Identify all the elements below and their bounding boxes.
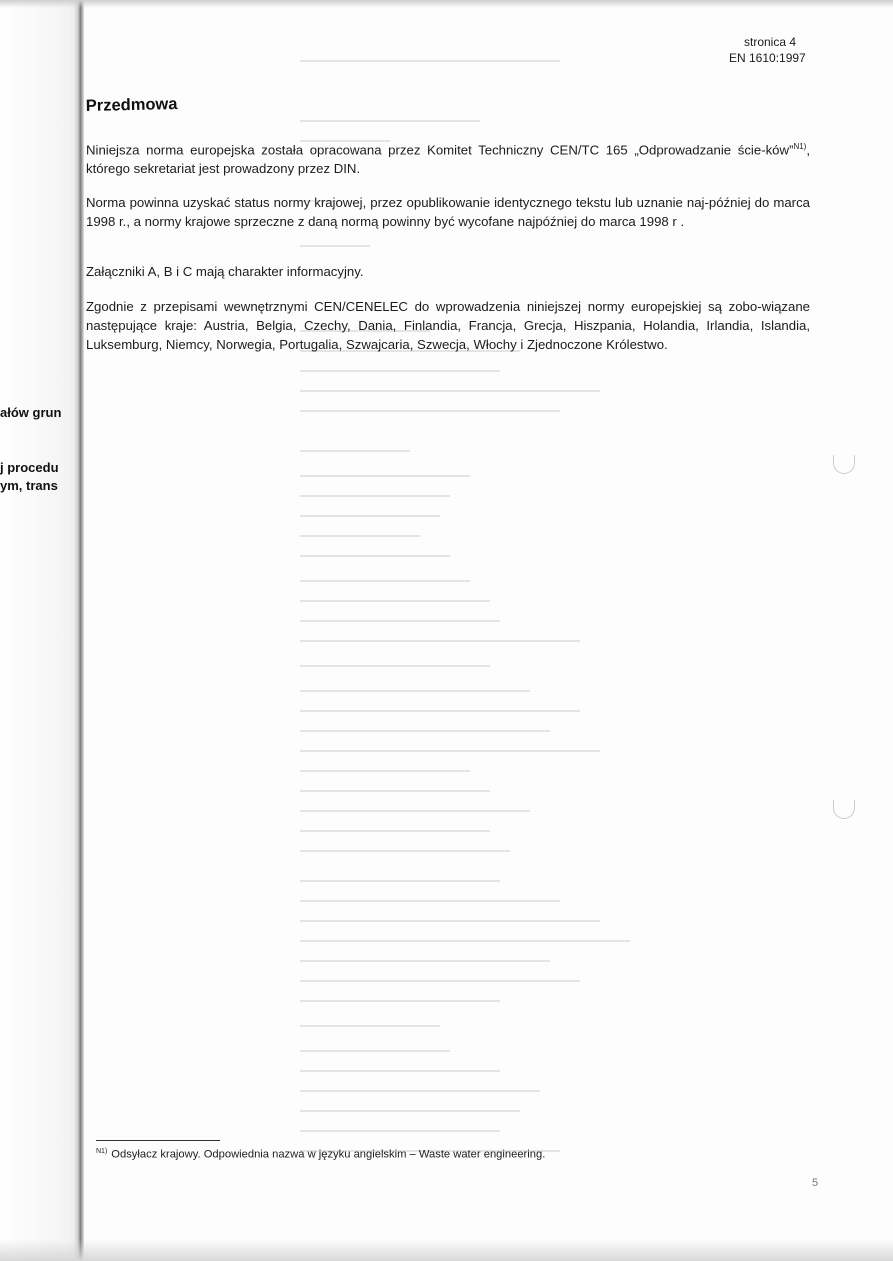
bleed-through-line — [300, 1000, 500, 1002]
page-title: Przedmowa — [85, 95, 178, 116]
bleed-through-line — [300, 960, 550, 962]
bleed-through-line — [300, 640, 580, 642]
bleed-through-line — [300, 245, 370, 247]
document-id: EN 1610:1997 — [729, 51, 806, 65]
bleed-through-line — [300, 940, 630, 942]
bleed-through-line — [300, 515, 440, 517]
bleed-through-line — [300, 730, 550, 732]
paragraph-text: Niniejsza norma europejska została opracowana przez Komitet Techniczny CEN/TC 165 „Odprowadzanie ście-ków” — [86, 142, 794, 158]
bleed-through-line — [300, 810, 530, 812]
bleed-through-line — [300, 920, 600, 922]
paragraph-text: , którego sekretariat jest prowadzony przez DIN. — [86, 142, 810, 177]
bleed-through-line — [300, 390, 600, 392]
bleed-through-line — [300, 620, 500, 622]
margin-fragment: j procedu — [0, 460, 59, 475]
bleed-through-line — [300, 555, 450, 557]
scan-bottom-shadow — [0, 1239, 893, 1261]
bleed-through-line — [300, 1070, 500, 1072]
previous-page-edge — [0, 0, 84, 1261]
binding-shadow — [74, 0, 84, 1261]
bleed-through-line — [300, 535, 420, 537]
margin-fragment: ałów grun — [0, 405, 62, 420]
bleed-through-line — [300, 410, 560, 412]
bleed-through-line — [300, 450, 410, 452]
bleed-through-line — [300, 580, 470, 582]
bleed-through-line — [300, 1025, 440, 1027]
bleed-through-line — [300, 750, 600, 752]
bleed-through-line — [300, 495, 450, 497]
footnote-text: Odsyłacz krajowy. Odpowiednia nazwa w języku angielskim – Waste water engineering. — [111, 1148, 546, 1161]
footnote-reference: N1) — [793, 142, 807, 151]
bleed-through-line — [300, 880, 500, 882]
footnote — [96, 1148, 545, 1161]
bleed-through-line — [300, 830, 490, 832]
bleed-through-line — [300, 900, 560, 902]
bleed-through-line — [300, 370, 500, 372]
bleed-through-line — [300, 475, 470, 477]
bleed-through-line — [300, 1110, 520, 1112]
bleed-through-line — [300, 1090, 540, 1092]
bleed-through-line — [300, 600, 490, 602]
margin-fragment: ym, trans — [0, 478, 58, 493]
paragraph-committee — [86, 137, 810, 178]
footnote-marker: N1) — [96, 1148, 108, 1155]
bleed-through-line — [300, 665, 490, 667]
footnote-divider — [96, 1140, 220, 1141]
bleed-through-line — [300, 850, 510, 852]
paragraph-annexes: Załączniki A, B i C mają charakter informacyjny. — [86, 264, 364, 279]
bleed-through-line — [300, 120, 480, 122]
bleed-through-line — [300, 1130, 500, 1132]
bleed-page-number: 5 — [812, 1177, 819, 1189]
bleed-through-line — [300, 1050, 450, 1052]
scan-top-shadow — [0, 0, 893, 8]
paragraph-status: Norma powinna uzyskać status normy krajowej, przez opublikowanie identycznego tekstu lub uznanie naj-później do marca 1998 r., a normy krajowe sprzeczne z daną normą powinny być wycofane najpóźniej do marca 1998 r . — [86, 195, 810, 229]
page-number: stronica 4 — [744, 35, 797, 49]
paragraph-countries: Zgodnie z przepisami wewnętrznymi CEN/CENELEC do wprowadzenia niniejszej normy europejskiej są zobo-wiązane następujące kraje: Austria, Belgia, Czechy, Dania, Finlandia, Francja, Grecja, Hiszpania, Holandia, Irlandia, Islandia, Luksemburg, Niemcy, Norwegia, Portugalia, Szwajcaria, Szwecja, Włochy i Zjednoczone Królestwo. — [86, 299, 810, 352]
bleed-through-line — [300, 690, 530, 692]
bleed-through-line — [300, 60, 560, 62]
bleed-through-line — [300, 790, 490, 792]
bleed-through-line — [300, 710, 580, 712]
bleed-through-line — [300, 770, 470, 772]
bleed-through-line — [300, 980, 580, 982]
